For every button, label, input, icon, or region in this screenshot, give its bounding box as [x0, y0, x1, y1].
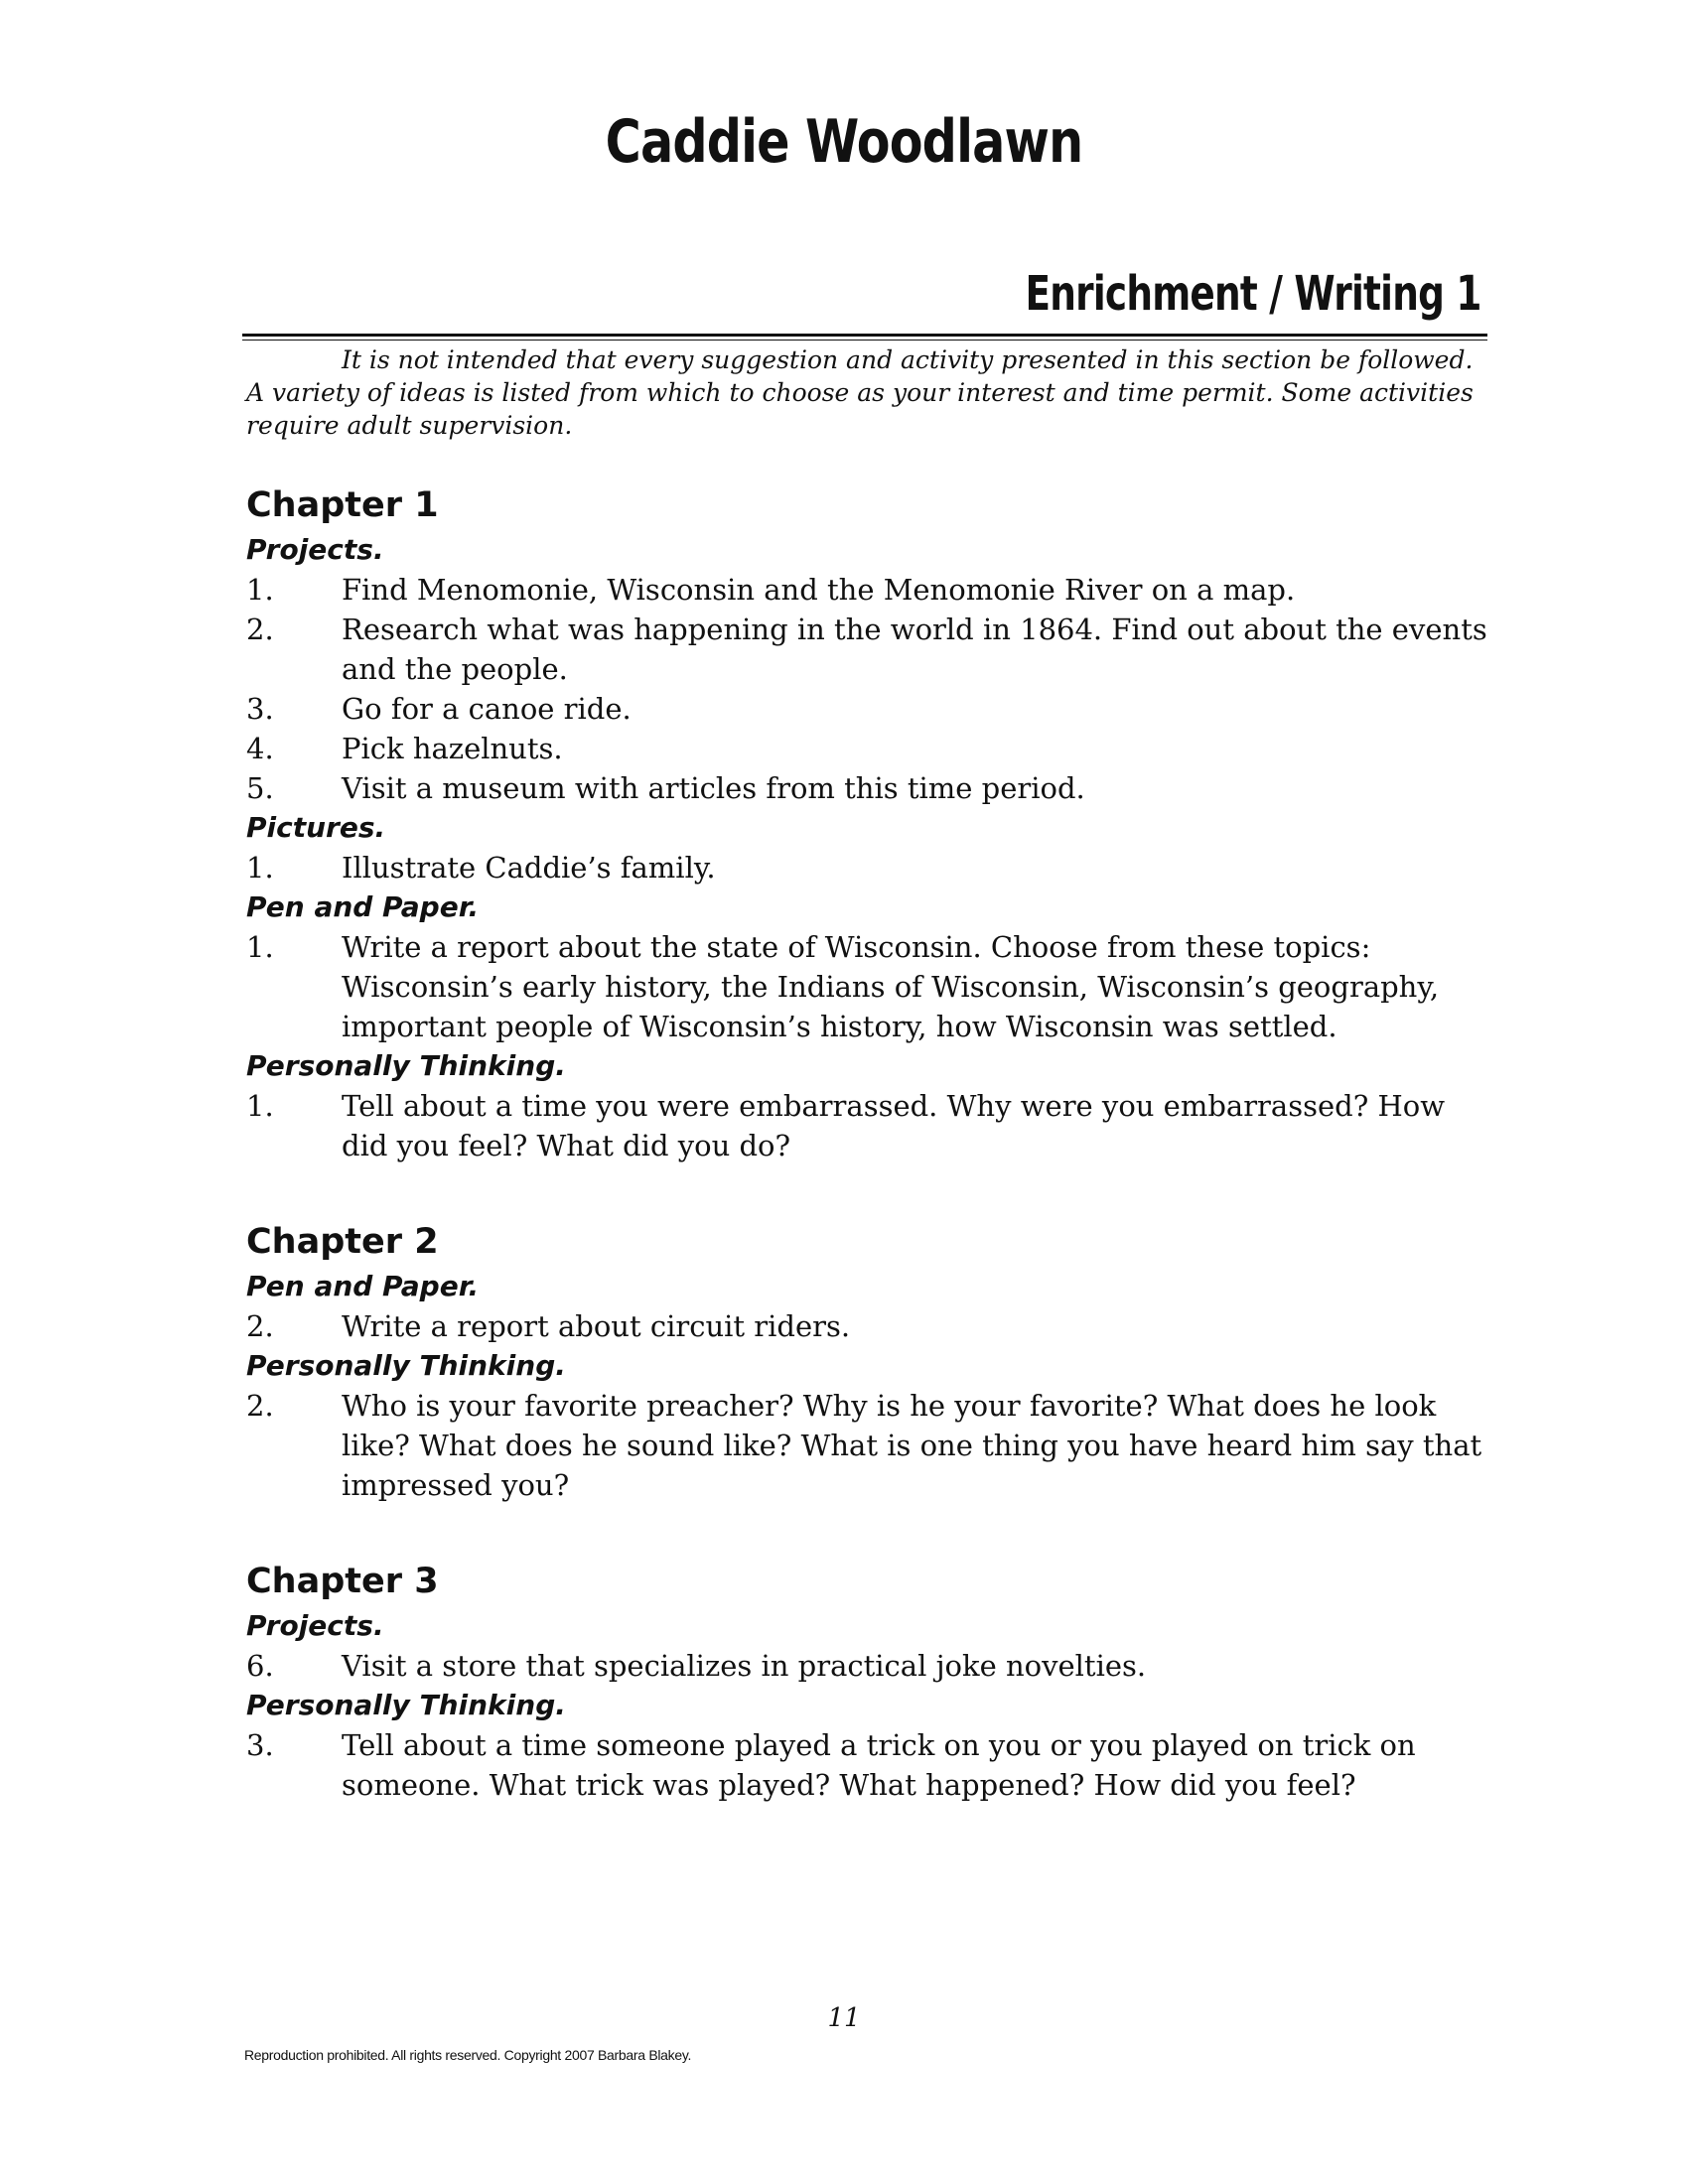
list-item-text: Write a report about circuit riders. — [342, 1309, 851, 1343]
list-item-text: Research what was happening in the world in 1864. Find out about the events and the people. — [342, 613, 1487, 686]
activity-category-heading: Projects. — [246, 533, 384, 566]
section-title: Enrichment / Writing 1 — [1025, 266, 1481, 322]
list-item-number: 4. — [246, 732, 274, 765]
divider-rule — [242, 334, 1487, 337]
list-item-text: Visit a museum with articles from this time period. — [342, 771, 1085, 805]
list-item — [246, 1086, 1487, 1165]
list-item-number: 3. — [246, 1728, 274, 1762]
copyright-footer: Reproduction prohibited. All rights reserved. Copyright 2007 Barbara Blakey. — [244, 2047, 692, 2063]
list-item-text: Go for a canoe ride. — [342, 692, 632, 726]
list-item — [246, 610, 1487, 689]
list-item — [246, 570, 1487, 610]
list-item-text: Tell about a time someone played a trick on you or you played on trick on someone. What trick was played? What happened? How did you feel? — [342, 1728, 1416, 1802]
list-item-number: 1. — [246, 930, 274, 964]
list-item-text: Write a report about the state of Wisconsin. Choose from these topics: Wisconsin’s early history, the Indians of Wisconsin, Wisconsin’s geography, important people of Wisconsin’s history, how Wisconsin was settled. — [342, 930, 1440, 1043]
activity-category-heading: Pen and Paper. — [246, 890, 480, 923]
list-item — [246, 1646, 1487, 1686]
list-item — [246, 927, 1487, 1046]
activity-category-heading: Pen and Paper. — [246, 1270, 480, 1302]
document-title: Caddie Woodlawn — [605, 107, 1083, 177]
chapter-list — [246, 480, 1487, 1856]
list-item-number: 3. — [246, 692, 274, 726]
activity-category-heading: Pictures. — [246, 811, 386, 844]
list-item — [246, 1725, 1487, 1805]
list-item-number: 1. — [246, 1089, 274, 1123]
activity-category-heading: Personally Thinking. — [246, 1689, 566, 1721]
list-item-text: Tell about a time you were embarrassed. Why were you embarrassed? How did you feel? What did you do? — [342, 1089, 1446, 1162]
list-item — [246, 689, 1487, 729]
page-number: 11 — [827, 2003, 861, 2033]
list-item-number: 2. — [246, 613, 274, 646]
chapter-section — [246, 480, 1487, 1165]
list-item-text: Visit a store that specializes in practical joke novelties. — [342, 1649, 1147, 1683]
list-item-text: Pick hazelnuts. — [342, 732, 563, 765]
list-item — [246, 768, 1487, 808]
list-item-text: Illustrate Caddie’s family. — [342, 851, 716, 885]
list-item-text: Find Menomonie, Wisconsin and the Menomonie River on a map. — [342, 573, 1296, 607]
activity-category-heading: Personally Thinking. — [246, 1349, 566, 1382]
list-item-number: 2. — [246, 1389, 274, 1423]
list-item — [246, 848, 1487, 887]
chapter-heading: Chapter 3 — [246, 1562, 439, 1601]
list-item-number: 2. — [246, 1309, 274, 1343]
list-item-number: 1. — [246, 851, 274, 885]
chapter-section — [246, 1217, 1487, 1505]
list-item-text: Who is your favorite preacher? Why is he your favorite? What does he look like? What does he sound like? What is one thing you have heard him say that impressed you? — [342, 1389, 1482, 1502]
chapter-section — [246, 1557, 1487, 1805]
activity-category-heading: Projects. — [246, 1609, 384, 1642]
list-item — [246, 729, 1487, 768]
list-item-number: 5. — [246, 771, 274, 805]
intro-paragraph: It is not intended that every suggestion and activity presented in this section be followed. A variety of ideas is listed from which to choose as your interest and time permit. Some activities require adult supervision. — [246, 345, 1474, 440]
divider-rule-thin — [242, 340, 1487, 341]
list-item-number: 1. — [246, 573, 274, 607]
list-item — [246, 1306, 1487, 1346]
list-item — [246, 1386, 1487, 1505]
chapter-heading: Chapter 1 — [246, 485, 439, 525]
list-item-number: 6. — [246, 1649, 274, 1683]
chapter-heading: Chapter 2 — [246, 1222, 439, 1262]
activity-category-heading: Personally Thinking. — [246, 1049, 566, 1082]
